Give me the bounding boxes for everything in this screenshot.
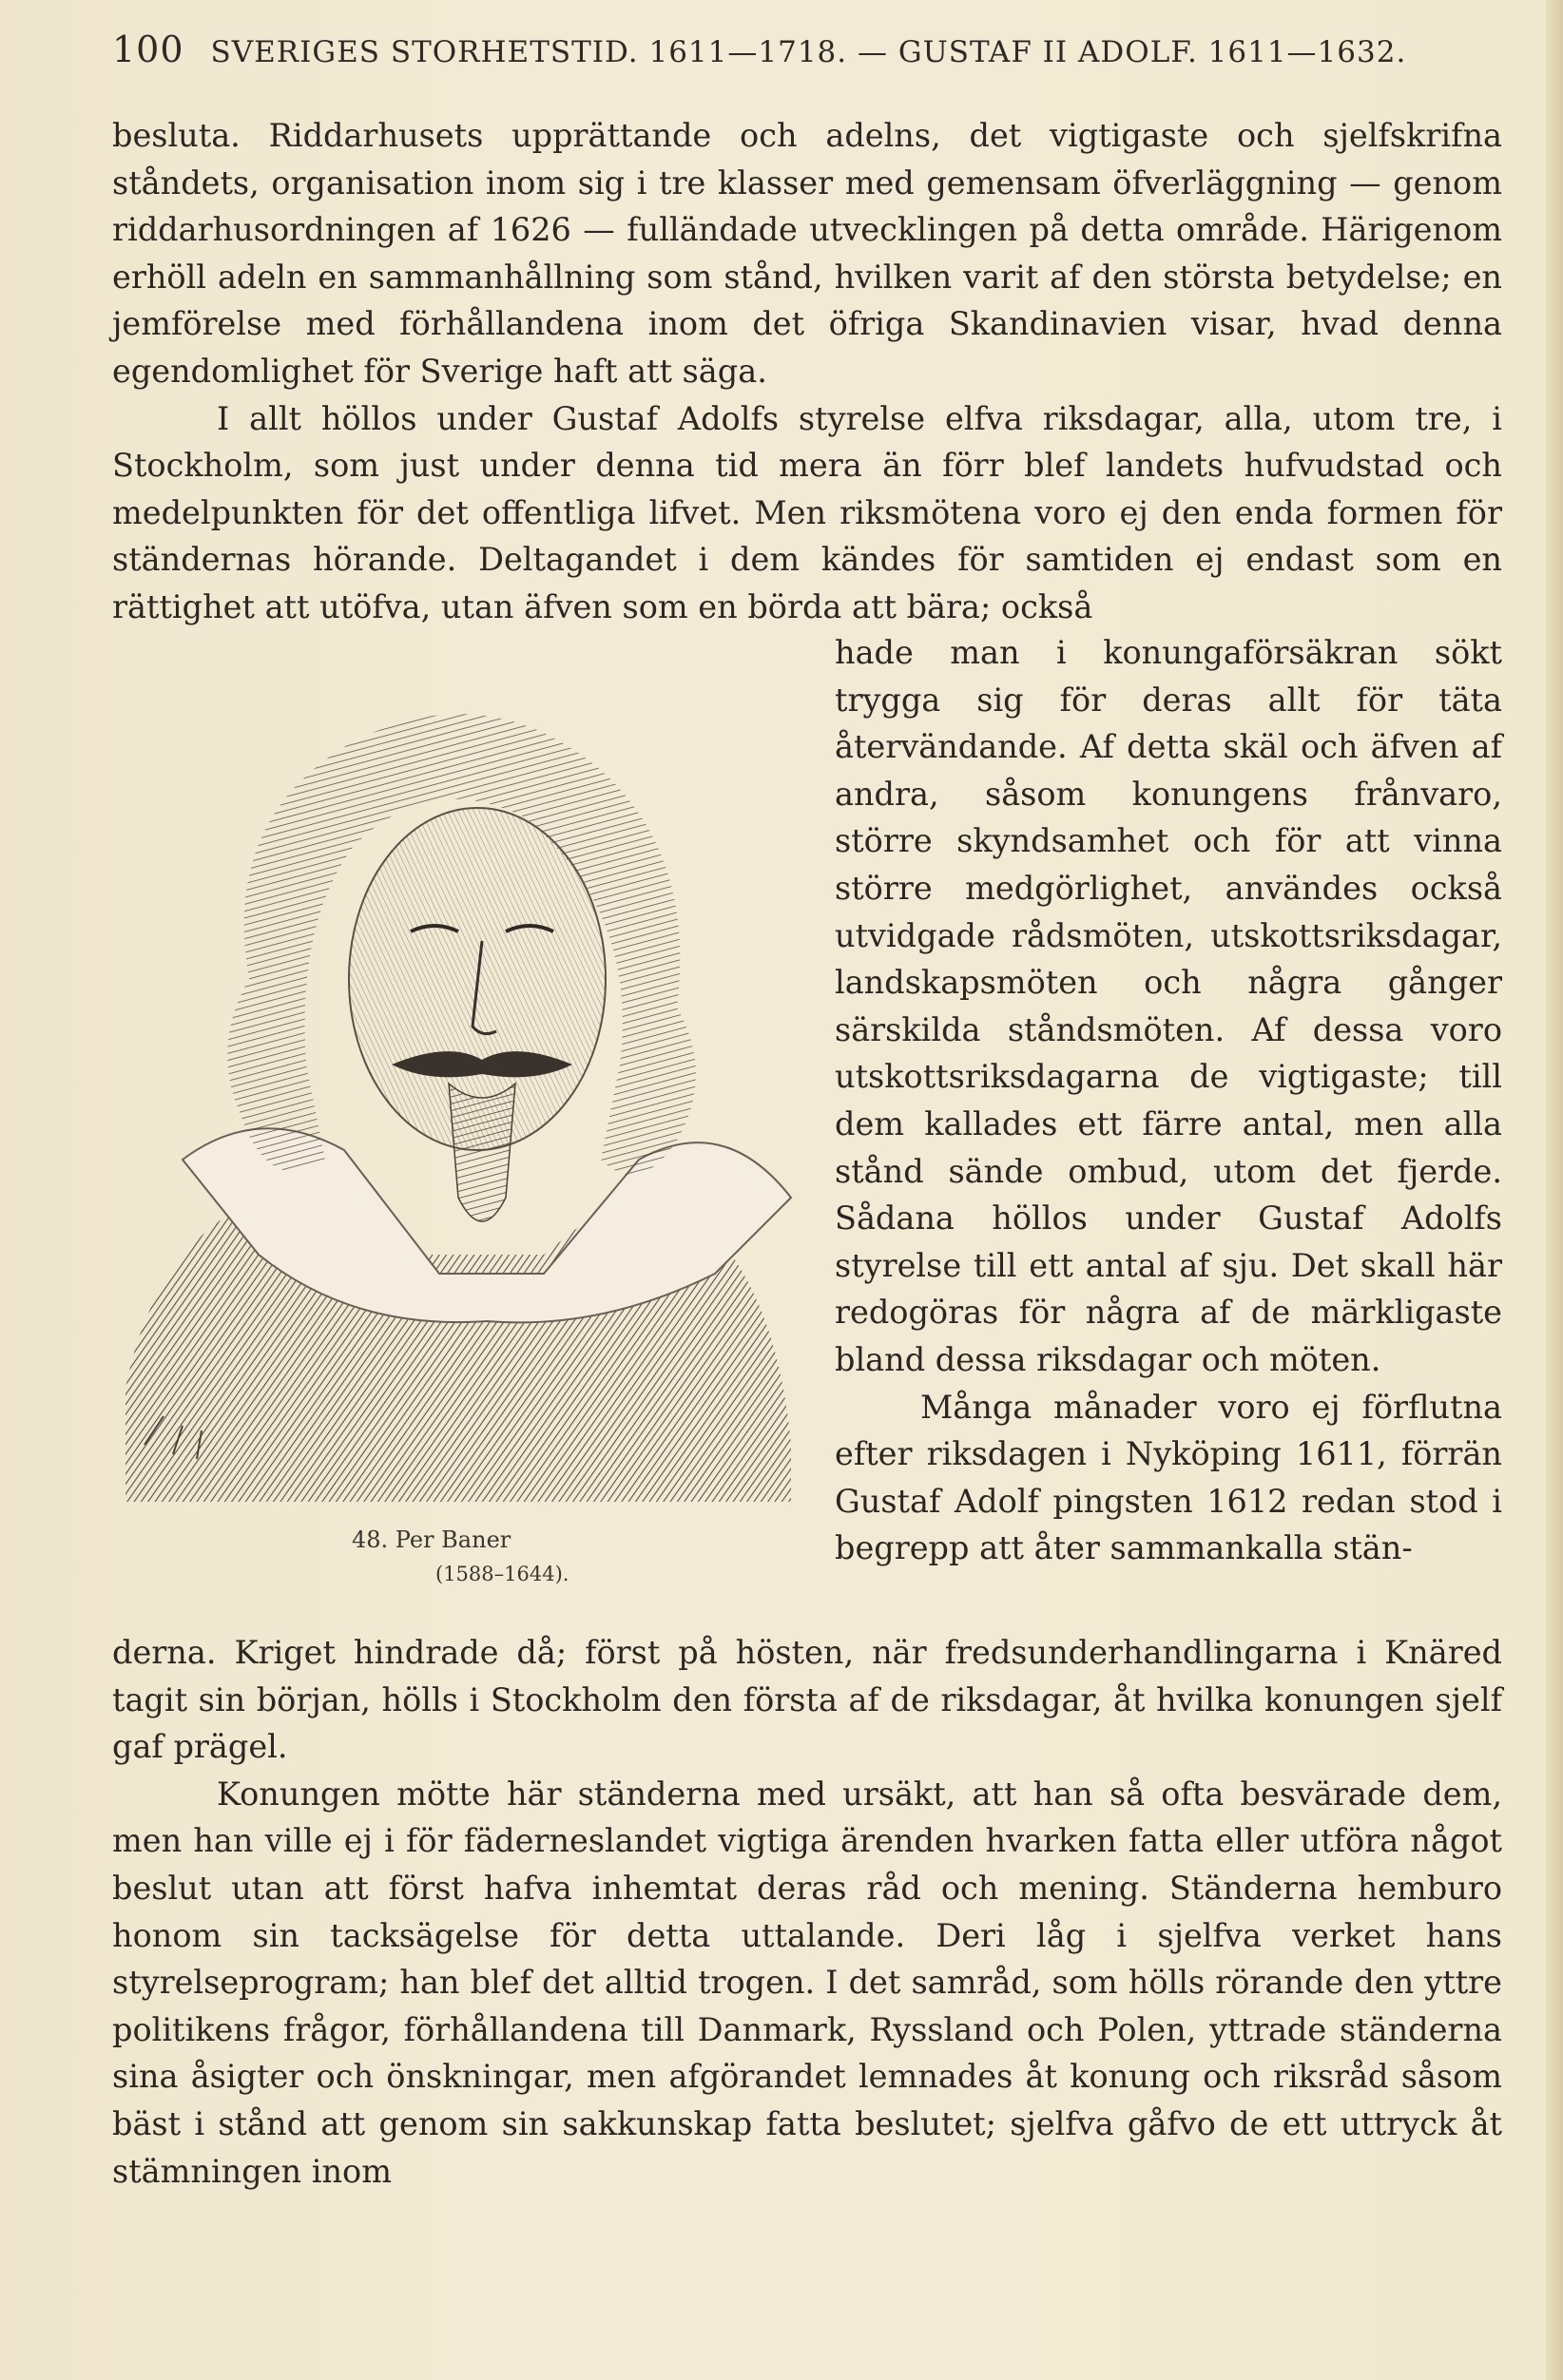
figure-caption	[352, 1523, 637, 1591]
page-number: 100	[112, 29, 184, 70]
column-paragraph-2: Många månader voro ej förflutna efter riksdagen i Nyköping 1611, förrän Gustaf Adolf pingsten 1612 redan stod i begrepp att åter sammankalla stän-	[835, 1388, 1502, 1567]
top-text	[112, 112, 1502, 631]
paragraph-2: I allt höllos under Gustaf Adolfs styrelse elfva riksdagar, alla, utom tre, i Stockholm, som just under denna tid mera än förr blef landets hufvudstad och medelpunkten för det offentliga lifvet. Men riksmötena voro ej den enda formen för ständernas hörande. Deltagandet i dem kändes för samtiden ej endast som en rättighet att utöfva, utan äfven som en börda att bära; också	[112, 399, 1502, 625]
column-paragraph-1: hade man i konungaförsäkran sökt trygga sig för deras allt för täta återvändande. Af detta skäl och äfven af andra, såsom konungens frånvaro, större skyndsamhet och för att vinna större medgörlighet, användes också utvidgade rådsmöten, utskottsriksdagar, landskapsmöten och några gånger särskilda ståndsmöten. Af dessa voro utskottsriksdagarna de vigtigaste; till dem kallades ett färre antal, men alla stånd sände ombud, utom det fjerde. Sådana höllos under Gustaf Adolfs styrelse till ett antal af sju. Det skall här redogöras för några af de märkligaste bland dessa riksdagar och möten.	[835, 634, 1502, 1378]
bottom-text	[112, 1629, 1502, 2195]
running-title: SVERIGES STORHETSTID. 1611—1718. — GUSTAF II ADOLF. 1611—1632.	[210, 35, 1407, 69]
paragraph-4: Konungen mötte här ständerna med ursäkt, att han så ofta besvärade dem, men han ville ej i för fäderneslandet vigtiga ärenden hvarken fatta eller utföra något beslut utan att först hafva inhemtat deras råd och mening. Ständerna hemburo honom sin tacksägelse för detta uttalande. Deri låg i sjelfva verket hans styrelseprogram; han blef det alltid trogen. I det samråd, som hölls rörande den yttre politikens frågor, förhållandena till Danmark, Ryssland och Polen, yttrade ständerna sina åsigter och önskningar, men afgörandet lemnades åt konung och riksråd såsom bäst i stånd att genom sin sakkunskap fatta beslutet; sjelfva gåfvo de ett uttryck åt stämningen inom	[112, 1775, 1502, 2190]
paragraph-1: besluta. Riddarhusets upprättande och adelns, det vigtigaste och sjelfskrifna ståndets, organisation inom sig i tre klasser med gemensam öfverläggning — genom riddarhusordningen af 1626 — fulländade utvecklingen på detta område. Härigenom erhöll adeln en sammanhållning som stånd, hvilken varit af den största betydelse; en jemförelse med förhållandena inom det öfriga Skandinavien visar, hvad denna egendomlighet för Sverige haft att säga.	[112, 117, 1502, 390]
right-column-text	[835, 629, 1502, 1572]
caption-dates: (1588–1644).	[435, 1563, 569, 1585]
caption-title: 48. Per Baner	[352, 1526, 511, 1553]
page-edge	[1546, 0, 1563, 2380]
running-header	[112, 29, 1500, 86]
portrait-engraving	[106, 665, 801, 1502]
paragraph-3: derna. Kriget hindrade då; först på hösten, när fredsunderhandlingarna i Knäred tagit sin början, hölls i Stockholm den första af de riksdagar, åt hvilka konungen sjelf gaf prägel.	[112, 1634, 1502, 1766]
